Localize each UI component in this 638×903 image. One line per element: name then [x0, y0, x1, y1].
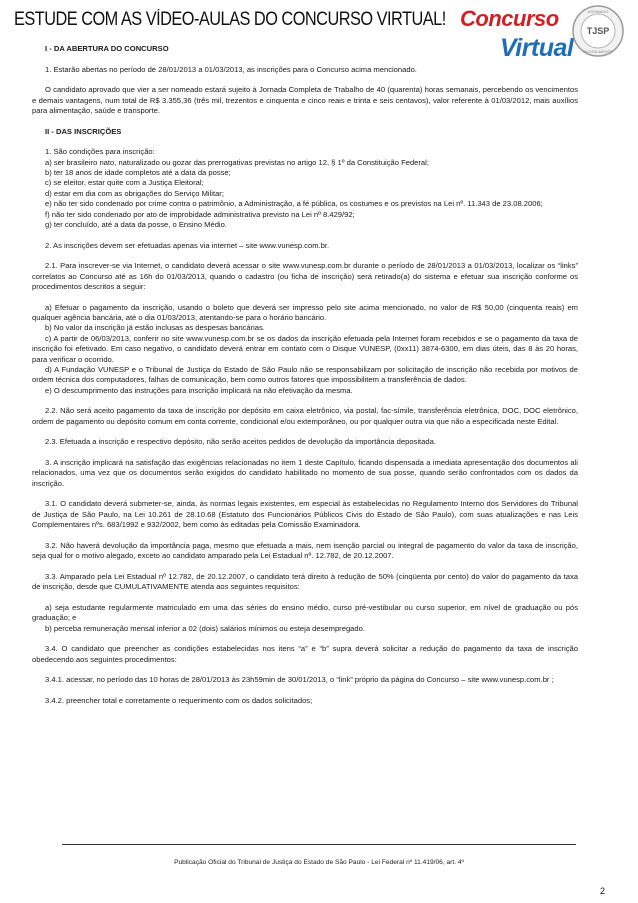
paragraph-3-3: 3.3. Amparado pela Lei Estadual nº 12.782, de 20.12.2007, o candidato terá direito à redução de 50% (cinqüenta por cento) do valor do pagamento da taxa de inscrição, desde que CUMULATIVAMENTE atenda aos seguintes requisitos:: [32, 571, 578, 592]
svg-text:ASSINADO: ASSINADO: [587, 9, 609, 14]
svg-text:DIGITALMENTE: DIGITALMENTE: [583, 49, 613, 54]
condition-item: f) não ter sido condenado por ato de improbidade administrativa previsto na Lei nº 8.429/92;: [45, 209, 355, 219]
condition-item: b) ter 18 anos de idade completos até a data da posse;: [45, 168, 231, 177]
paragraph-1: 1. Estarão abertas no período de 28/01/2013 a 01/03/2013, as inscrições para o Concurso acima mencionado.: [45, 64, 417, 74]
requirement-b: b) perceba remuneração mensal inferior a 02 (dois) salários mínimos ou esteja desempregado.: [45, 623, 365, 633]
tjsp-seal-icon: [571, 4, 625, 58]
section-title-inscricoes: II - DAS INSCRIÇÕES: [45, 126, 122, 136]
conditions-lead: 1. São condições para inscrição:: [45, 147, 155, 157]
paragraph-3-2: 3.2. Não haverá devolução da importância paga, mesmo que efetuada a mais, nem isenção parcial ou integral de pagamento do valor da taxa de inscrição, seja qual for o motivo alegado, exceto ao candidato amparado pela Lei Estadual nº. 12.782, de 20.12.2007.: [32, 540, 578, 561]
procedure-item: a) Efetuar o pagamento da inscrição, usando o boleto que deverá ser impresso pelo site acima mencionado, no valor de R$ 50,00 (cinquenta reais) em qualquer agência bancária, até o dia 01/03/2013, atentando-se para o horário bancário.: [32, 302, 578, 323]
paragraph-3-4-1: 3.4.1. acessar, no período das 10 horas de 28/01/2013 às 23h59min de 30/01/2013, o “link” próprio da página do Concurso – site www.vunesp.com.br ;: [45, 675, 554, 685]
paragraph-2-3: 2.3. Efetuada a inscrição e respectivo depósito, não serão aceitos pedidos de devolução da importância depositada.: [45, 437, 436, 447]
logo-word-virtual: Virtual: [500, 34, 574, 62]
paragraph-2: 2. As inscrições devem ser efetuadas apenas via internet – site www.vunesp.com.br.: [45, 240, 330, 250]
procedure-item: e) O descumprimento das instruções para inscrição implicará na não efetivação da mesma.: [45, 385, 353, 395]
footer-divider: [62, 844, 576, 845]
condition-item: d) estar em dia com as obrigações do Serviço Militar;: [45, 188, 224, 198]
footer-publication-note: Publicação Oficial do Tribunal de Justiça do Estado de São Paulo - Lei Federal nº 11.419/06, art. 4º: [174, 859, 464, 866]
procedure-item: b) No valor da inscrição já estão inclusas as despesas bancárias.: [45, 323, 265, 333]
paragraph-3-4-2: 3.4.2. preencher total e corretamente o requerimento com os dados solicitados;: [45, 695, 313, 705]
paragraph-3: 3. A inscrição implicará na satisfação das exigências relacionadas no item 1 deste Capítulo, ficando dispensada a imediata apresentação dos documentos ali relacionados, uma vez que os documentos serão exigidos do candidato habilitado no momento de sua posse, quando serão confrontados com os dados da inscrição.: [32, 458, 578, 488]
condition-item: c) se eleitor, estar quite com a Justiça Eleitoral;: [45, 178, 204, 188]
paragraph-3-1: 3.1. O candidato deverá submeter-se, ainda, às normas legais existentes, em especial às estabelecidas no Regulamento Interno dos Servidores do Tribunal de Justiça de São Paulo, na Lei 10.261 de 28.10.68 (Estatuto dos Funcionários Públicos Civis do Estado de São Paulo), com suas atualizações e nas Leis Complementares nºs. 683/1992 e 932/2002, bem como às editadas pela Comissão Examinadora.: [32, 499, 578, 530]
logo-word-concurso: Concurso: [460, 6, 559, 31]
paragraph-jornada: O candidato aprovado que vier a ser nomeado estará sujeito à Jornada Completa de Trabalho de 40 (quarenta) horas semanais, percebendo os vencimentos e demais vantagens, num total de R$ 3.355,36 (três mil, trezentos e cinquenta e cinco reais e trinta e seis centavos), valor referente à 01/03/2012, mais auxílios para alimentação, saúde e transporte.: [32, 85, 578, 115]
condition-item: a) ser brasileiro nato, naturalizado ou gozar das prerrogativas previstas no artigo 12, § 1º da Constituição Federal;: [45, 157, 429, 167]
section-title-abertura: I - DA ABERTURA DO CONCURSO: [45, 44, 169, 53]
svg-text:TJSP: TJSP: [586, 26, 610, 36]
paragraph-2-1: 2.1. Para inscrever-se via Internet, o candidato deverá acessar o site www.vunesp.com.br durante o período de 28/01/2013 a 01/03/2013, localizar os “links” correlatos ao Concurso até as 16h do 01/03/2013, quando o cadastro (ou ficha de inscrição) será retirado(a) do sistema e efetuar sua inscrição conforme os procedimentos descritos a seguir:: [32, 261, 578, 292]
procedure-item: c) A partir de 06/03/2013, conferir no site www.vunesp.com.br se os dados da inscrição efetuada pela Internet foram recebidos e se o pagamento da taxa de inscrição foi efetivado. Em caso negativo, o candidato deverá entrar em contato com o Disque VUNESP, (0xx11) 3874-6300, em dias úteis, das 8 às 20 horas, para verificar o ocorrido.: [32, 333, 578, 364]
page-number: 2: [600, 886, 606, 896]
edital-body: [32, 44, 578, 716]
procedure-item: d) A Fundação VUNESP e o Tribunal de Justiça do Estado de São Paulo não se responsabilizam por solicitação de inscrição não recebida por motivos de ordem técnica dos computadores, falhas de comunicação, bem como outros fatores que impossibilitem a transferência de dados.: [32, 365, 578, 385]
requirement-a: a) seja estudante regularmente matriculado em uma das séries do ensino médio, curso pré-vestibular ou curso superior, em nível de graduação ou pós graduação; e: [32, 602, 578, 623]
condition-item: g) ter concluído, até a data da posse, o Ensino Médio.: [45, 220, 227, 230]
paragraph-3-4: 3.4. O candidato que preencher as condições estabelecidas nos itens “a” e “b” supra deverá solicitar a redução do pagamento da taxa de inscrição obedecendo aos seguintes procedimentos:: [32, 644, 578, 664]
condition-item: e) não ter sido condenado por crime contra o patrimônio, a Administração, a fé pública, os costumes e os previstos na Lei nº. 11.343 de 23.08.2006;: [45, 199, 543, 209]
promo-banner: ESTUDE COM AS VÍDEO-AULAS DO CONCURSO VIRTUAL!: [14, 9, 446, 30]
paragraph-2-2: 2.2. Não será aceito pagamento da taxa de inscrição por depósito em caixa eletrônico, via postal, fac-símile, transferência eletrônica, DOC, DOC eletrônico, ordem de pagamento ou depósito comum em conta corrente, condicional e/ou extemporâneo, ou por qualquer outra via que não a especificada neste Edital.: [32, 406, 578, 426]
